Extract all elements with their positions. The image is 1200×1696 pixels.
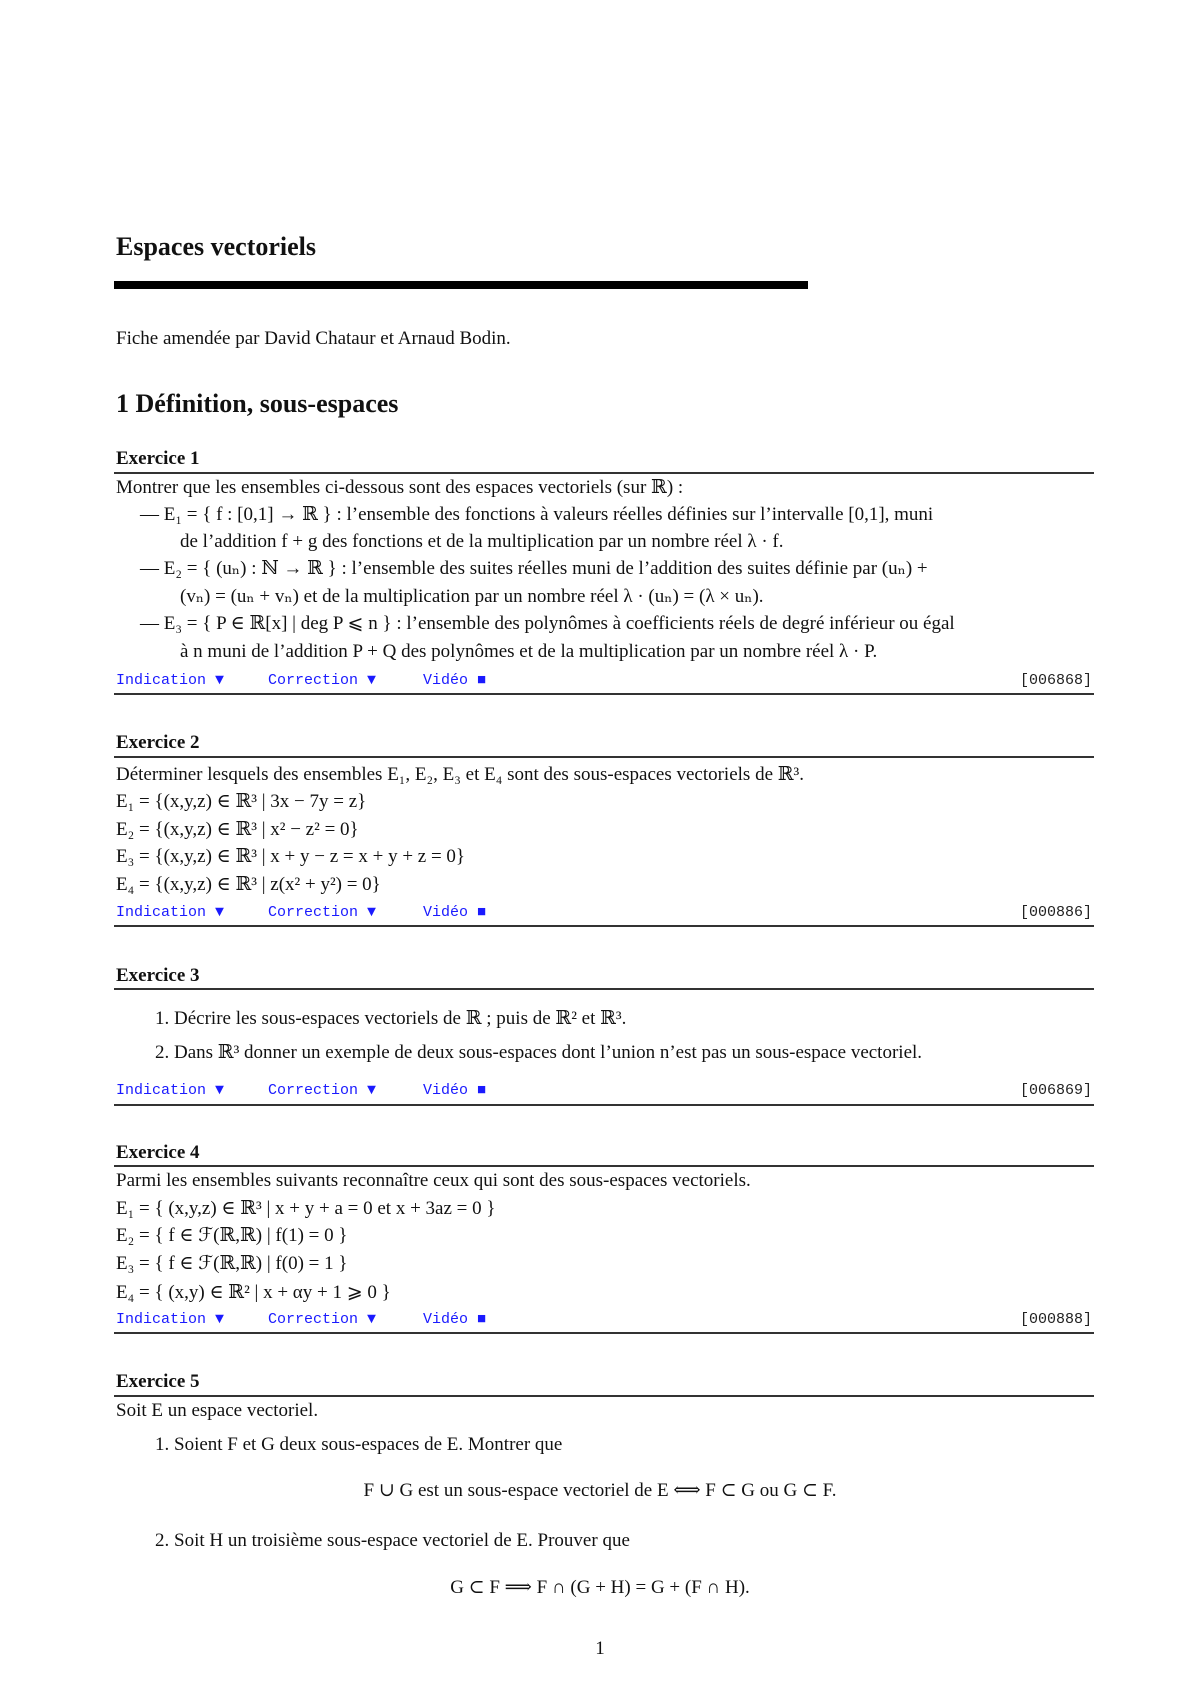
title-rule (114, 281, 808, 289)
exercise-4-line: E₁ = { (x,y,z) ∈ ℝ³ | x + y + a = 0 et x + 3az = 0 } (116, 1198, 496, 1219)
exercise-4-line: E₃ = { f ∈ ℱ(ℝ,ℝ) | f(0) = 1 } (116, 1253, 348, 1274)
exercise-3-line: 2. Dans ℝ³ donner un exemple de deux sous-espaces dont l’union n’est pas un sous-espace vectoriel. (155, 1042, 923, 1063)
exercise-1-line: — E₁ = { f : [0,1] → ℝ } : l’ensemble des fonctions à valeurs réelles définies sur l’intervalle [0,1], muni (140, 504, 934, 525)
exercise-1-rule (114, 472, 1094, 474)
exercise-2-line: E₄ = {(x,y,z) ∈ ℝ³ | z(x² + y²) = 0} (116, 874, 381, 895)
exercise-4-end-rule (114, 1332, 1094, 1334)
exercise-1-title: Exercice 1 (116, 448, 200, 469)
exercise-1-end-rule (114, 693, 1094, 695)
exercise-2-title: Exercice 2 (116, 732, 200, 753)
exercise-2-line: E₃ = {(x,y,z) ∈ ℝ³ | x + y − z = x + y + z = 0} (116, 846, 466, 867)
exercise-1-line: — E₂ = { (uₙ) : ℕ → ℝ } : l’ensemble des suites réelles muni de l’addition des suites définie par (uₙ) + (140, 558, 928, 579)
section-heading: 1 Définition, sous-espaces (116, 389, 399, 418)
exercise-5-title: Exercice 5 (116, 1371, 200, 1392)
exercise-5-line: 2. Soit H un troisième sous-espace vectoriel de E. Prouver que (155, 1530, 630, 1551)
exercise-5-line: 1. Soient F et G deux sous-espaces de E. Montrer que (155, 1434, 563, 1455)
exercise-2-line: Déterminer lesquels des ensembles E₁, E₂, E₃ et E₄ sont des sous-espaces vectoriels de ℝ³. (116, 764, 804, 785)
exercise-5-rule (114, 1395, 1094, 1397)
exercise-4-title: Exercice 4 (116, 1142, 200, 1163)
indication-link[interactable]: Indication ▼ (116, 904, 225, 921)
indication-link[interactable]: Indication ▼ (116, 1311, 225, 1328)
exercise-1-line: Montrer que les ensembles ci-dessous sont des espaces vectoriels (sur ℝ) : (116, 477, 684, 498)
exercise-ref: [006868] (1019, 672, 1092, 689)
exercise-5-formula: G ⊂ F ⟹ F ∩ (G + H) = G + (F ∩ H). (450, 1577, 750, 1598)
page-number: 1 (595, 1638, 605, 1659)
exercise-5-formula: F ∪ G est un sous-espace vectoriel de E ⟺ F ⊂ G ou G ⊂ F. (363, 1480, 837, 1501)
exercise-3-rule (114, 988, 1094, 990)
exercise-1-line: de l’addition f + g des fonctions et de la multiplication par un nombre réel λ · f. (180, 531, 784, 552)
correction-link[interactable]: Correction ▼ (268, 1311, 377, 1328)
document-title: Espaces vectoriels (116, 232, 317, 261)
exercise-4-line: E₄ = { (x,y) ∈ ℝ² | x + αy + 1 ⩾ 0 } (116, 1282, 391, 1303)
correction-link[interactable]: Correction ▼ (268, 904, 377, 921)
exercise-2-line: E₂ = {(x,y,z) ∈ ℝ³ | x² − z² = 0} (116, 819, 359, 840)
video-link[interactable]: Vidéo ■ (423, 1082, 487, 1099)
exercise-4-line: Parmi les ensembles suivants reconnaître ceux qui sont des sous-espaces vectoriels. (116, 1170, 751, 1191)
exercise-4-line: E₂ = { f ∈ ℱ(ℝ,ℝ) | f(1) = 0 } (116, 1225, 348, 1246)
indication-link[interactable]: Indication ▼ (116, 672, 225, 689)
exercise-1-line: (vₙ) = (uₙ + vₙ) et de la multiplication par un nombre réel λ · (uₙ) = (λ × uₙ). (180, 586, 764, 607)
video-link[interactable]: Vidéo ■ (423, 1311, 487, 1328)
exercise-ref: [000886] (1019, 904, 1092, 921)
exercise-ref: [006869] (1019, 1082, 1092, 1099)
exercise-1-line: à n muni de l’addition P + Q des polynômes et de la multiplication par un nombre réel λ · P. (180, 641, 878, 662)
exercise-5-line: Soit E un espace vectoriel. (116, 1400, 319, 1421)
subtitle: Fiche amendée par David Chataur et Arnaud Bodin. (116, 328, 511, 349)
exercise-2-end-rule (114, 925, 1094, 927)
exercise-3-line: 1. Décrire les sous-espaces vectoriels de ℝ ; puis de ℝ² et ℝ³. (155, 1008, 627, 1029)
video-link[interactable]: Vidéo ■ (423, 904, 487, 921)
video-link[interactable]: Vidéo ■ (423, 672, 487, 689)
exercise-3-title: Exercice 3 (116, 965, 200, 986)
exercise-3-end-rule (114, 1104, 1094, 1106)
indication-link[interactable]: Indication ▼ (116, 1082, 225, 1099)
exercise-2-rule (114, 756, 1094, 758)
exercise-1-line: — E₃ = { P ∈ ℝ[x] | deg P ⩽ n } : l’ensemble des polynômes à coefficients réels de degré inférieur ou égal (140, 613, 955, 634)
exercise-ref: [000888] (1019, 1311, 1092, 1328)
correction-link[interactable]: Correction ▼ (268, 1082, 377, 1099)
correction-link[interactable]: Correction ▼ (268, 672, 377, 689)
exercise-2-line: E₁ = {(x,y,z) ∈ ℝ³ | 3x − 7y = z} (116, 791, 367, 812)
exercise-4-rule (114, 1165, 1094, 1167)
